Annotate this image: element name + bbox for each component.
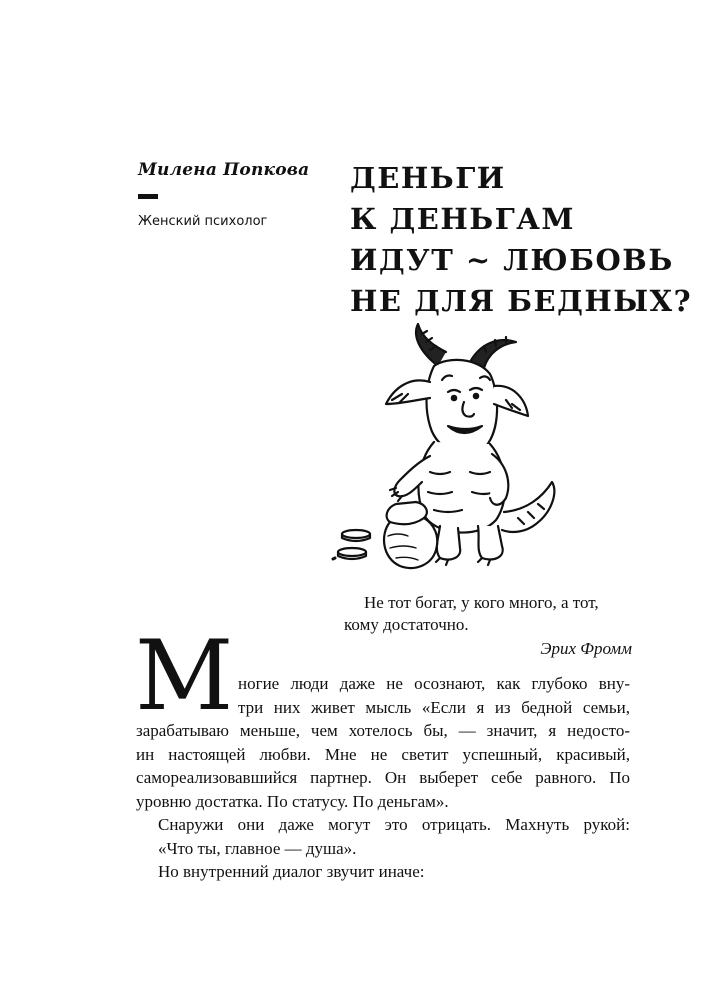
body-line: самореализовавшийся партнер. Он выберет себе равного. По — [136, 768, 630, 787]
body-line: Но внутренний диалог звучит иначе: — [158, 862, 425, 881]
chapter-title-line: ИДУТ ~ ЛЮБОВЬ — [350, 243, 674, 277]
epigraph-source: Эрих Фромм — [540, 639, 632, 658]
epigraph-line: Не тот богат, у кого много, а тот, — [364, 593, 599, 612]
body-line: Снаружи они даже могут это отрицать. Махнуть рукой: — [158, 815, 630, 834]
body-line: зарабатываю меньше, чем хотелось бы, — значит, я недосто- — [136, 721, 630, 740]
body-line: три них живет мысль «Если я из бедной семьи, — [238, 697, 630, 717]
chapter-title — [350, 158, 692, 322]
author-role: Женский психолог — [138, 214, 268, 229]
epigraph-line: кому достаточно. — [344, 615, 469, 634]
body-line: ин настоящей любви. Мне не светит успешный, красивый, — [136, 744, 630, 764]
epigraph — [330, 592, 632, 660]
chapter-title-line: НЕ ДЛЯ БЕДНЫХ? — [350, 284, 693, 318]
goat-demon-with-pot-icon — [330, 322, 585, 572]
author-name: Милена Попкова — [138, 160, 310, 180]
chapter-title-line: ДЕНЬГИ — [350, 161, 506, 195]
body-line: уровню достатка. По статусу. По деньгам». — [136, 791, 449, 811]
body-line: ногие люди даже не осознают, как глубоко вну- — [238, 674, 630, 693]
body-line: «Что ты, главное — душа». — [158, 838, 357, 858]
drop-cap: М — [135, 620, 234, 732]
author-divider — [138, 194, 158, 199]
body-text — [136, 672, 630, 884]
chapter-title-line: К ДЕНЬГАМ — [350, 202, 575, 236]
